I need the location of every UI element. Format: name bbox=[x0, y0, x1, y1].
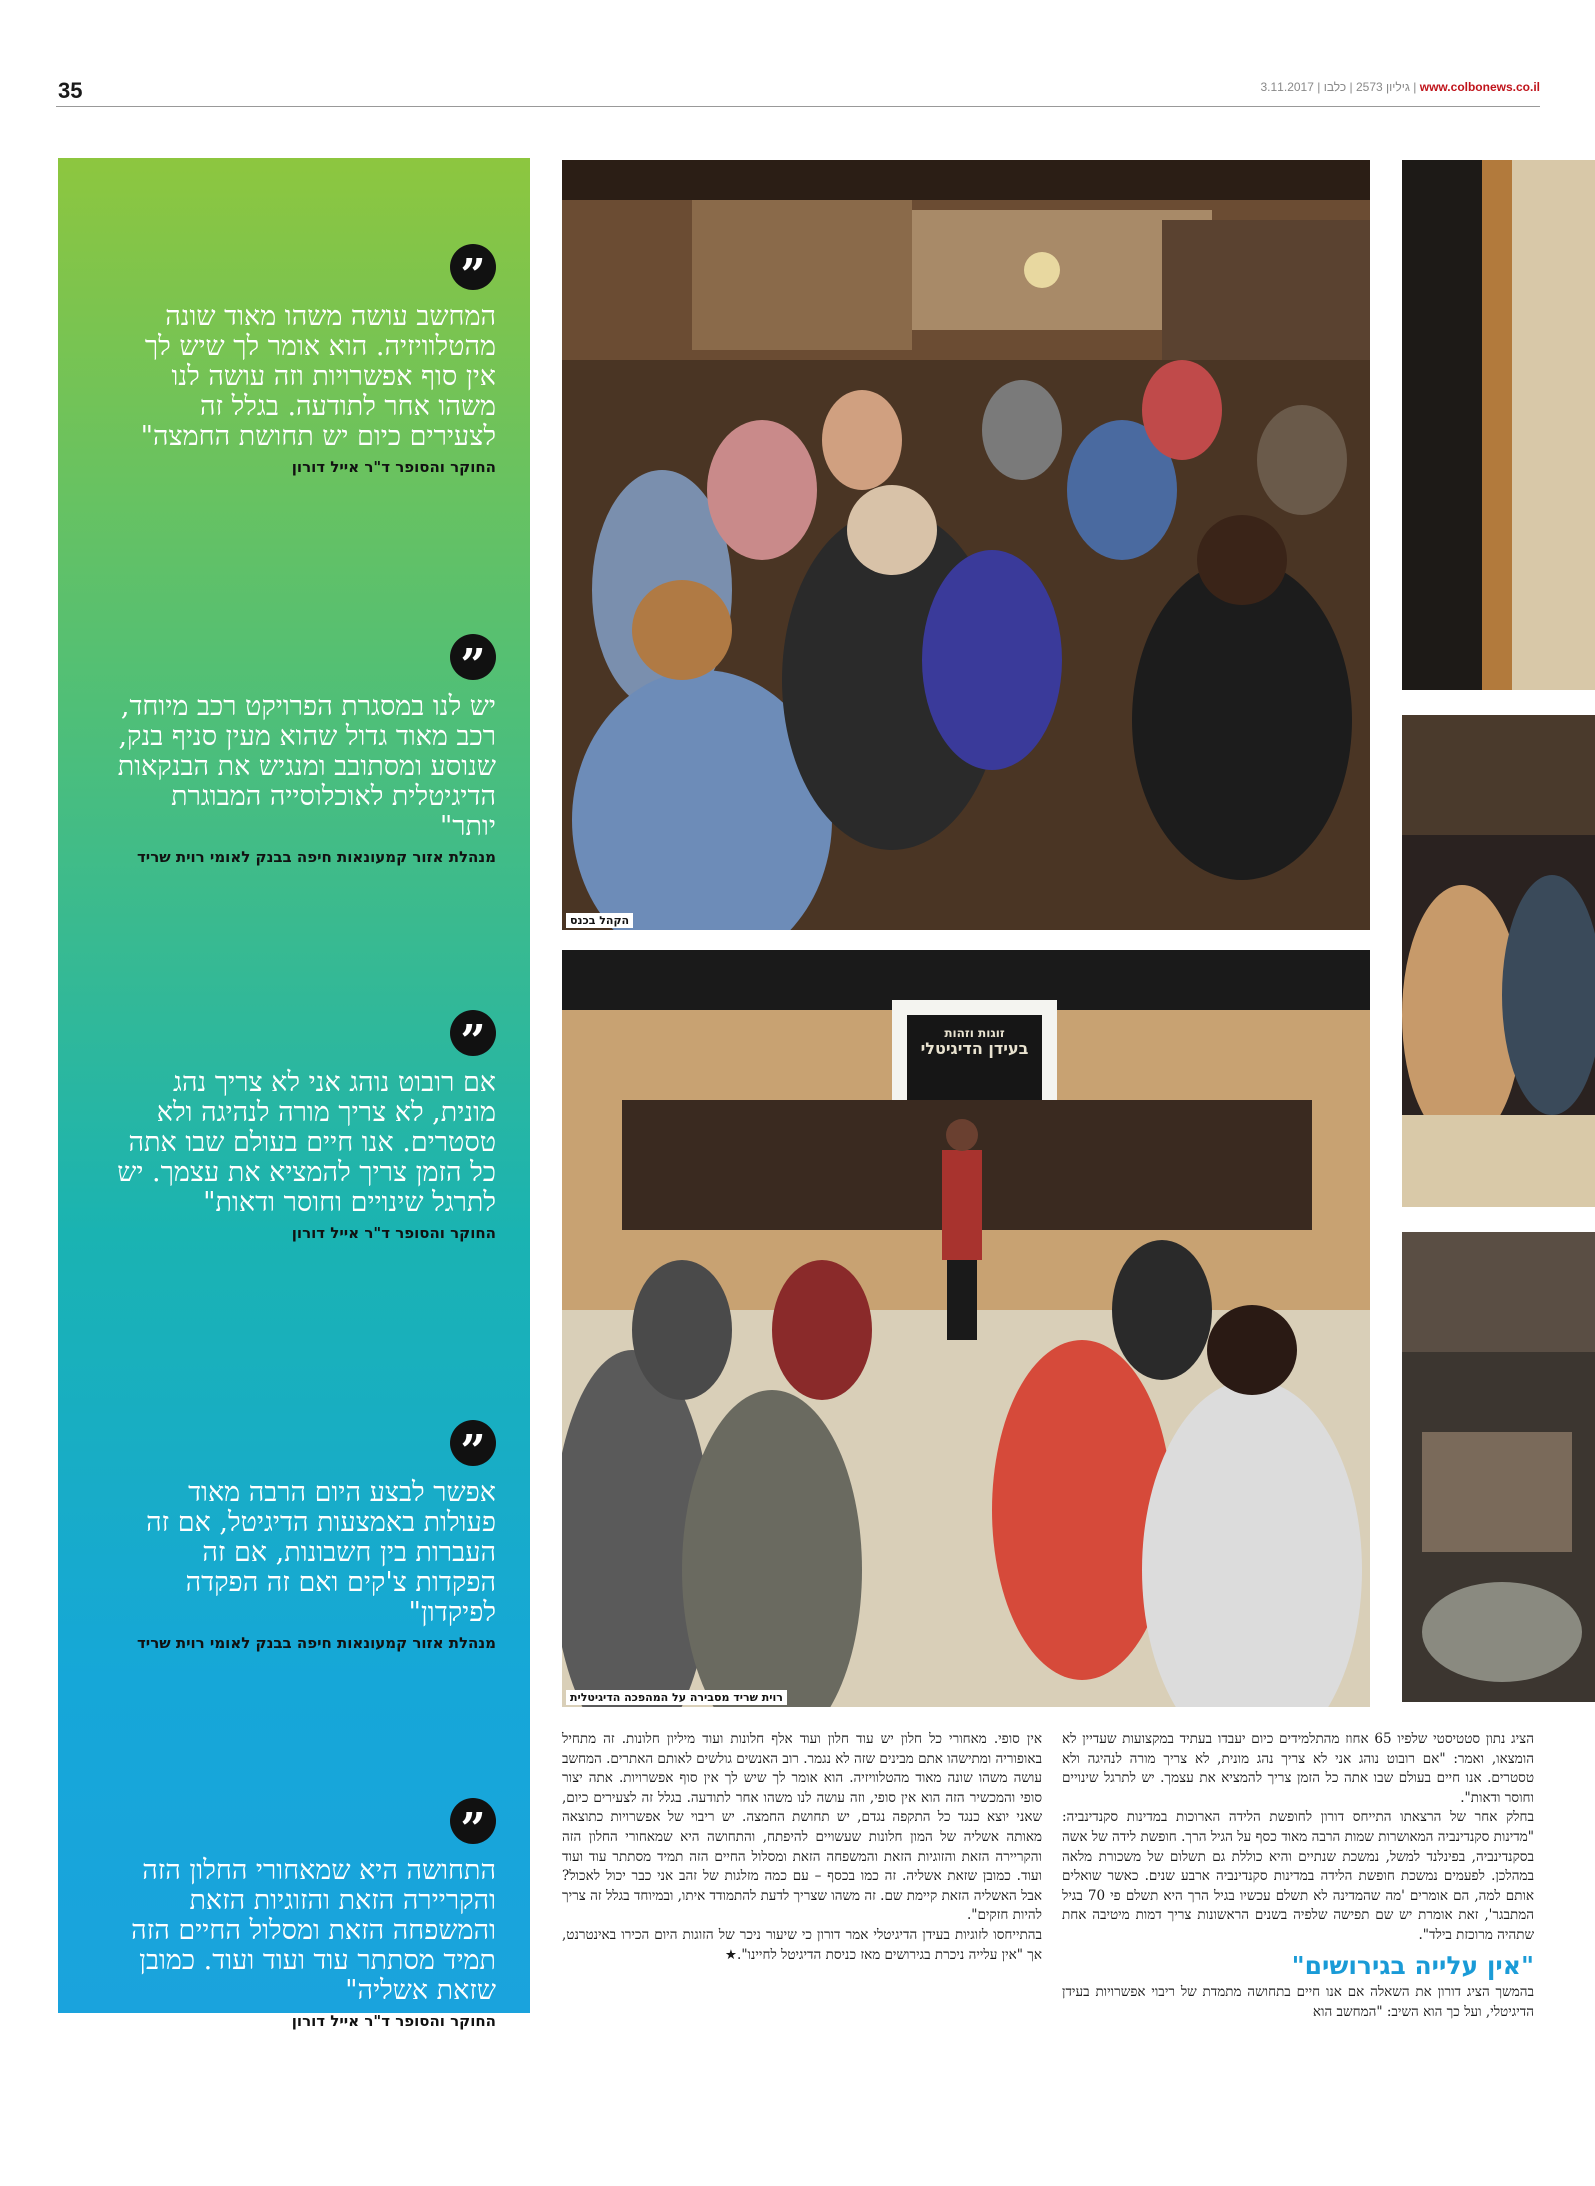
article-paragraph: הציג נתון סטטיסטי שלפיו 65 אחוז מהתלמידים כיום יעבדו בעתיד במקצועות שעדיין לא הומצאו, ואמר: "אם רובוט נוהג אני לא צריך נהג מונית, לא צריך מורה לנהיגה ולא טסטרים. אנו חיים בעולם שבו אתה כל הזמן צריך להמציא את עצמך. יש לתרגל שינויים וחוסר ודאות". bbox=[1062, 1731, 1535, 1806]
pull-quote-text: יש לנו במסגרת הפרויקט רכב מיוחד, רכב מאוד גדול שהוא מעין סניף בנק, שנוסע ומסתובב ומנגיש את הבנקאות הדיגיטלית לאוכלוסייה המבוגרת יותר" bbox=[117, 691, 496, 842]
projection-screen-text bbox=[907, 1025, 1042, 1057]
pull-quote-attribution: מנהלת אזור קמעונאות חיפה בבנק לאומי רוית שריד bbox=[136, 848, 496, 866]
pull-quote bbox=[116, 244, 496, 476]
photo-strip-top bbox=[1402, 160, 1595, 690]
article-column-right bbox=[1062, 1730, 1534, 2022]
pull-quote bbox=[116, 1420, 496, 1652]
quote-sidebar bbox=[58, 158, 530, 2030]
pull-quote bbox=[116, 634, 496, 866]
page-number: 35 bbox=[58, 78, 83, 103]
quote-mark-icon: ” bbox=[450, 244, 496, 290]
pull-quote-attribution: החוקר והסופר ד"ר אייל דורון bbox=[291, 1224, 496, 1242]
photo-strip-bottom bbox=[1402, 1232, 1595, 1702]
header-publication: כלבו bbox=[1323, 80, 1347, 94]
end-mark-icon: ★ bbox=[724, 1946, 738, 1963]
photo-caption: הקהל בכנס bbox=[566, 913, 633, 928]
quote-mark-icon: ” bbox=[450, 634, 496, 680]
article-paragraph: בהתייחסו לזוגיות בעידן הדיגיטלי אמר דורון כי שיעור ניכר של הזוגות היום הכירו באינטרנט, אך "אין עלייה ניכרת בגירושים מאז כניסת הדיגיטל לחיינו".★ bbox=[562, 1926, 1042, 1963]
article-paragraph: אין סופי. מאחורי כל חלון יש עוד חלון ועוד אלף חלונות ועוד מיליון חלונות. זה מתחיל באופוריה ומתישהו אתם מבינים שזה לא נגמר. רוב האנשים גולשים לאותם האתרים. המחשב עושה משהו שונה מאוד מהטלוויזיה. הוא אומר לך שיש לך אין סוף אפשרויות. אתה יצור סופי והמכשיר הזה הוא אין סופי, וזה עושה לנו משהו אחר לתודעה. בגלל זה לצעירים כיום, שאני יוצא כנגד כל התקפה נגדם, יש תחושת החמצה. יש ריבוי של אפשרויות כתוצאה מאותה אשליה של המון חלונות שעשויים להיפתח, והתחושה היא שמאחורי החלון הזה והקריירה הזאת והזוגיות הזאת והמשפחה הזאת ומסלול החיים הזה תמיד מסתתר עוד ועוד ועוד. כמובן שזאת אשליה. זה כמו בכסף – עם כמה מזלגות של זהב אני כבר יכול לאכול? אבל האשליה הזאת קיימת שם. זה משהו שצריך לדעת להתמודד איתו, ובמיוחד בגלל זה צריך להיות חזקים". bbox=[562, 1731, 1042, 1924]
pull-quote-text: אם רובוט נוהג אני לא צריך נהג מונית, לא צריך מורה לנהיגה ולא טסטרים. אנו חיים בעולם שבו אתה כל הזמן צריך להמציא את עצמך. יש לתרגל שינויים וחוסר ודאות" bbox=[117, 1067, 496, 1218]
quote-mark-icon: ” bbox=[450, 1010, 496, 1056]
header-site-link[interactable]: www.colbonews.co.il bbox=[1419, 80, 1540, 94]
pull-quote-text: אפשר לבצע היום הרבה מאוד פעולות באמצעות הדיגיטל, אם זה העברות בין חשבונות, אם זה הפקדות צ'קים ואם זה הפקדה לפיקדון" bbox=[146, 1477, 496, 1628]
quote-mark-icon: ” bbox=[450, 1420, 496, 1466]
header-divider bbox=[56, 106, 1540, 107]
pull-quote-attribution: מנהלת אזור קמעונאות חיפה בבנק לאומי רוית שריד bbox=[136, 1634, 496, 1652]
photo-lecture bbox=[562, 950, 1370, 1707]
pull-quote-attribution: החוקר והסופר ד"ר אייל דורון bbox=[291, 458, 496, 476]
pull-quote bbox=[116, 1798, 496, 2030]
pull-quote bbox=[116, 1010, 496, 1242]
screen-line-2: בעידן הדיגיטלי bbox=[920, 1039, 1029, 1058]
article-paragraph: בהמשך הציג דורון את השאלה אם אנו חיים בתחושה מתמדת של ריבוי אפשרויות בעידן הדיגיטלי, ועל כך הוא השיב: "המחשב הוא bbox=[1062, 1984, 1534, 2020]
quote-mark-icon: ” bbox=[450, 1798, 496, 1844]
pull-quote-attribution: החוקר והסופר ד"ר אייל דורון bbox=[291, 2012, 496, 2030]
pull-quote-text: התחושה היא שמאחורי החלון הזה והקריירה הזאת והזוגיות הזאת והמשפחה הזאת ומסלול החיים הזה תמיד מסתתר עוד ועוד ועוד. כמובן שזאת אשליה" bbox=[131, 1855, 496, 2006]
header-date: 3.11.2017 bbox=[1260, 80, 1314, 94]
article-subheading: "אין עלייה בגירושים" bbox=[1291, 1950, 1534, 1980]
article-column-left bbox=[562, 1730, 1042, 1965]
screen-line-1: זוגות וזהות bbox=[944, 1026, 1005, 1040]
photo-strip-middle bbox=[1402, 715, 1595, 1207]
photo-audience bbox=[562, 160, 1370, 930]
header-issue: גיליון 2573 bbox=[1356, 80, 1410, 94]
photo-caption: רוית שריד מסבירה על המהפכה הדיגיטלית bbox=[566, 1690, 787, 1705]
article-paragraph: בחלק אחר של הרצאתו התייחס דורון לחופשת הלידה הארוכות במדינות סקנדינביה: "מדינות סקנדינביה המאושרות שמות הרבה מאוד כסף על הגיל הרך. חופשת לידה של אשה בסקנדינביה, בפינלנד למשל, נמשכת שנתיים והיא כוללת גם תשלום של משכורת מלאה במהלכן. לפעמים נמשכת חופשת הלידה במדינות סקנדינביה ארבע שנים. כאשר שואלים אותם למה, הם אומרים 'מה שהמדינה לא תשלם עכשיו בגיל הרך היא תשלם פי 70 בגיל המתבגר', זאת אומרת יש שם תפישה שלפיה בשנים הראשונות צריך דמות מיטיבה אחת שתהיה מרוכזת בילד". bbox=[1062, 1809, 1535, 1943]
pull-quote-text: המחשב עושה משהו מאוד שונה מהטלוויזיה. הוא אומר לך שיש לך אין סוף אפשרויות וזה עושה לנו משהו אחר לתודעה. בגלל זה לצעירים כיום יש תחושת החמצה" bbox=[140, 301, 496, 452]
page-header-info: 3.11.2017 | גיליון 2573 | כלבו | www.colbonews.co.il bbox=[1260, 80, 1540, 94]
